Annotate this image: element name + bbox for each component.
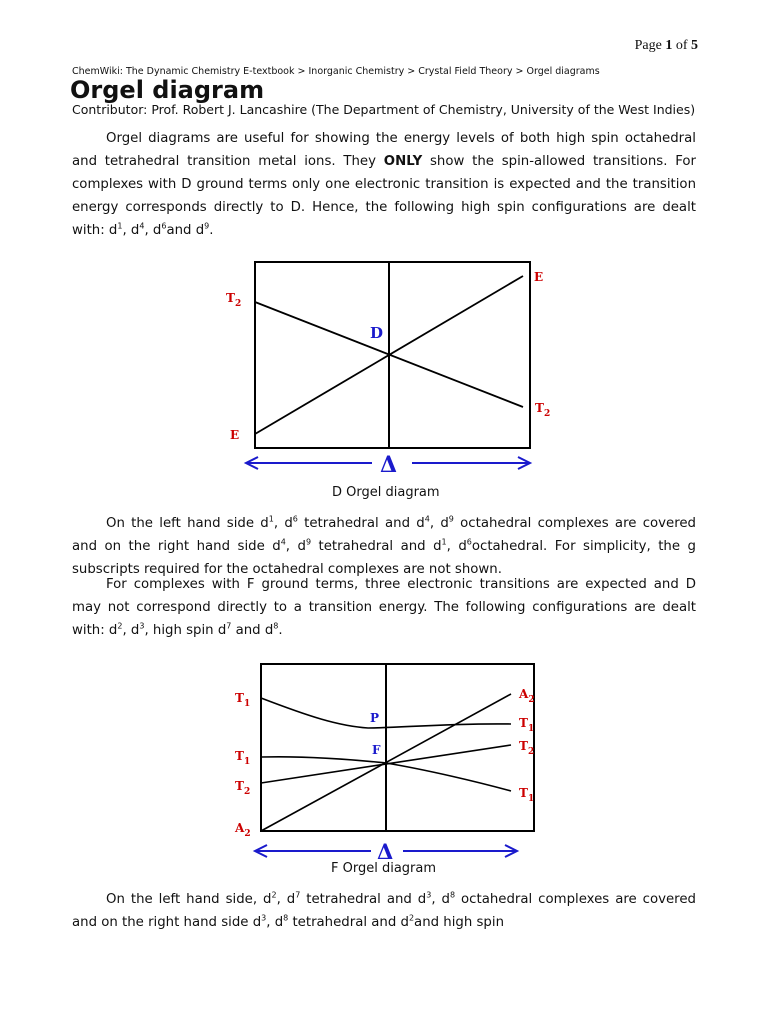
f-label-p: P — [370, 711, 380, 725]
paragraph-f-terms: For complexes with F ground terms, three electronic transitions are expected and D may not correspond directly to a transition energy. The following configurations are dealt with: $d^2$, $d^3$, high spin $d^7$ and $d^8$. — [72, 577, 696, 638]
breadcrumb: ChemWiki: The Dynamic Chemistry E-textbook > Inorganic Chemistry > Crystal Field Theory > Orgel diagrams — [72, 66, 600, 77]
d-right-top-label: E — [534, 270, 544, 284]
d-left-top-label: $T_2$ — [226, 291, 242, 309]
d-diagram-caption: D Orgel diagram — [332, 485, 440, 500]
d-center-label: D — [370, 324, 384, 342]
f-left-label-4: $A_2$ — [235, 821, 251, 839]
page-title: Orgel diagram — [70, 76, 265, 104]
d-delta-label: Δ — [380, 452, 398, 478]
f-right-label-4: $T_1$ — [519, 786, 535, 804]
f-left-label-3: $T_2$ — [235, 779, 251, 797]
f-right-label-3: $T_2$ — [519, 739, 535, 757]
d-orgel-diagram — [222, 256, 551, 478]
d-left-bottom-label: E — [230, 428, 240, 442]
f-label-f: F — [372, 743, 381, 757]
f-diagram-caption: F Orgel diagram — [331, 861, 437, 876]
page-number: Page 1 of 5 — [634, 38, 698, 53]
f-delta-label: Δ — [377, 839, 394, 864]
paragraph-d-coverage: On the left hand side $d^1$, $d^6$ tetrahedral and $d^4$, $d^9$ octahedral complexes are covered and on the right hand side $d^4$, $d^9$ tetrahedral and $d^1$, $d^6octahedral$. For simplicity, the g subscripts required for the octahedral complexes are not shown. — [72, 514, 696, 577]
d-right-bottom-label: $T_2$ — [535, 401, 551, 419]
contributor-line: Contributor: Prof. Robert J. Lancashire (The Department of Chemistry, University of the West Indies) — [72, 102, 696, 117]
f-orgel-diagram — [228, 660, 548, 864]
paragraph-f-coverage: On the left hand side, $d^2$, $d^7$ tetrahedral and $d^3$, $d^8$ octahedral complexes are covered and on the right hand side $d^3$, $d^8$ tetrahedral and $d^2and$ high spin — [72, 890, 696, 930]
f-left-label-1: $T_1$ — [235, 691, 251, 709]
f-right-label-2: $T_1$ — [519, 716, 535, 734]
f-left-label-2: $T_1$ — [235, 749, 251, 767]
paragraph-intro: Orgel diagrams are useful for showing the energy levels of both high spin octahedral and tetrahedral transition metal ions. They ONLY show the spin-allowed transitions. For complexes with D ground terms only one electronic transition is expected and the transition energy corresponds directly to D. Hence, the following high spin configurations are dealt with: $d^1$, $d^4$, $d^6and$ $d^9$. — [72, 131, 696, 238]
f-right-label-1: $A_2$ — [519, 687, 535, 705]
